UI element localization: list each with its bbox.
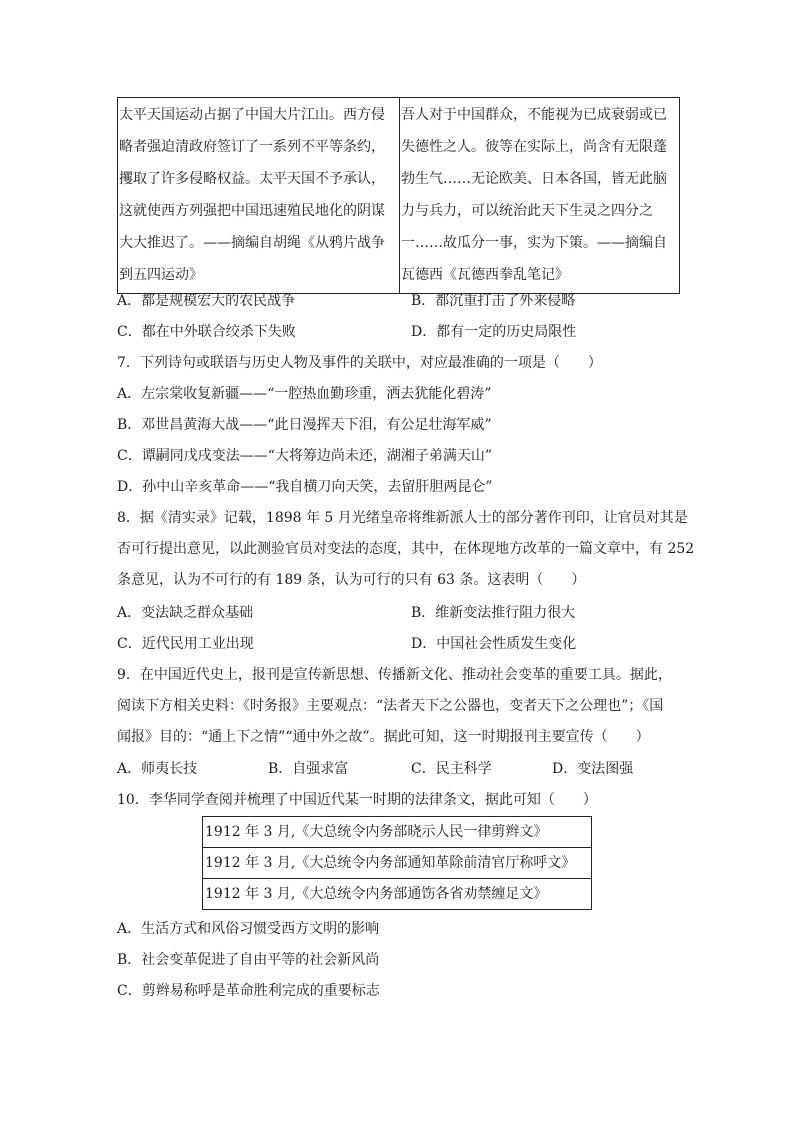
q10-option-c[interactable]: C．剪辫易称呼是革命胜利完成的重要标志 [117,983,380,999]
q6-option-b[interactable]: B．都沉重打击了外来侵略 [411,293,576,309]
q6-option-c[interactable]: C．都在中外联合绞杀下失败 [117,324,296,340]
q6-option-d[interactable]: D．都有一定的历史局限性 [411,324,577,340]
q8-stem-line-2: 否可行提出意见，以此测验官员对变法的态度，其中，在体现地方改革的一篇文章中，有 252 [117,541,695,557]
q10-stem: 10．李华同学查阅并梳理了中国近代某一时期的法律条文，据此可知（ ） [117,792,597,808]
q9-option-d[interactable]: D．变法图强 [552,761,634,777]
q7-option-a[interactable]: A．左宗棠收复新疆——“一腔热血勤珍重，洒去犹能化碧涛” [117,386,492,402]
q7-stem: 7．下列诗句或联语与历史人物及事件的关联中，对应最准确的一项是（ ） [117,355,602,371]
q9-option-c[interactable]: C．民主科学 [411,761,492,777]
q8-option-a[interactable]: A．变法缺乏群众基础 [117,605,254,621]
law-row [203,817,592,848]
q8-option-b[interactable]: B．维新变法推行阻力很大 [411,605,576,621]
q9-option-b[interactable]: B．自强求富 [268,761,349,777]
q9-option-a[interactable]: A．师夷长技 [117,761,198,777]
q8-stem-line-3: 条意见，认为不可行的有 189 条，认为可行的只有 63 条。这表明（ ） [117,572,586,588]
law-cell: 1912 年 3 月,《大总统令内务部通知革除前清官厅称呼文》 [203,848,592,879]
q9-stem-line-3: 闻报》目的：“通上下之情”“通中外之故”。据此可知，这一时期报刊主要宣传（ ） [117,729,650,745]
law-cell: 1912 年 3 月,《大总统令内务部通饬各省劝禁缠足文》 [203,879,592,910]
q8-option-c[interactable]: C．近代民用工业出现 [117,636,254,652]
q9-stem-line-2: 阅读下方相关史料：《时务报》主要观点：“法者天下之公器也，变者天下之公理也”；《国 [117,698,664,714]
q10-option-b[interactable]: B．社会变革促进了自由平等的社会新风尚 [117,952,380,968]
law-row [203,879,592,910]
q7-option-c[interactable]: C．谭嗣同戊戌变法——“大将筹边尚未还，湖湘子弟满天山” [117,448,493,464]
law-cell: 1912 年 3 月,《大总统令内务部晓示人民一律剪辫文》 [203,817,592,848]
source-right-cell: 吾人对于中国群众，不能视为已成衰弱或已失德性之人。彼等在实际上，尚含有无限蓬勃生气……无论欧美、日本各国，皆无此脑力与兵力，可以统治此天下生灵之四分之一……故瓜分一事，实为下策。——摘编自瓦德西《瓦德西拳乱笔记》 [400,98,680,294]
q7-option-d[interactable]: D．孙中山辛亥革命——“我自横刀向天笑，去留肝胆两昆仑” [117,479,493,495]
law-row [203,848,592,879]
source-left-cell: 太平天国运动占据了中国大片江山。西方侵略者强迫清政府签订了一系列不平等条约，攫取了许多侵略权益。太平天国不予承认，这就使西方列强把中国迅速殖民地化的阴谋大大推迟了。——摘编自胡绳《从鸦片战争到五四运动》 [118,98,400,294]
q7-option-b[interactable]: B．邓世昌黄海大战——“此日漫挥天下泪，有公足壮海军威” [117,417,492,433]
source-material-row [118,98,680,294]
q8-option-d[interactable]: D．中国社会性质发生变化 [411,636,577,652]
q10-option-a[interactable]: A．生活方式和风俗习惯受西方文明的影响 [117,921,380,937]
q9-stem-line-1: 9．在中国近代史上，报刊是宣传新思想、传播新文化、推动社会变革的重要工具。据此， [117,667,672,683]
source-material-table [117,97,680,294]
q6-option-a[interactable]: A．都是规模宏大的农民战争 [117,293,296,309]
law-articles-table [202,816,592,910]
q8-stem-line-1: 8．据《清实录》记载，1898 年 5 月光绪皇帝将维新派人士的部分著作刊印，让官员对其是 [117,510,688,526]
